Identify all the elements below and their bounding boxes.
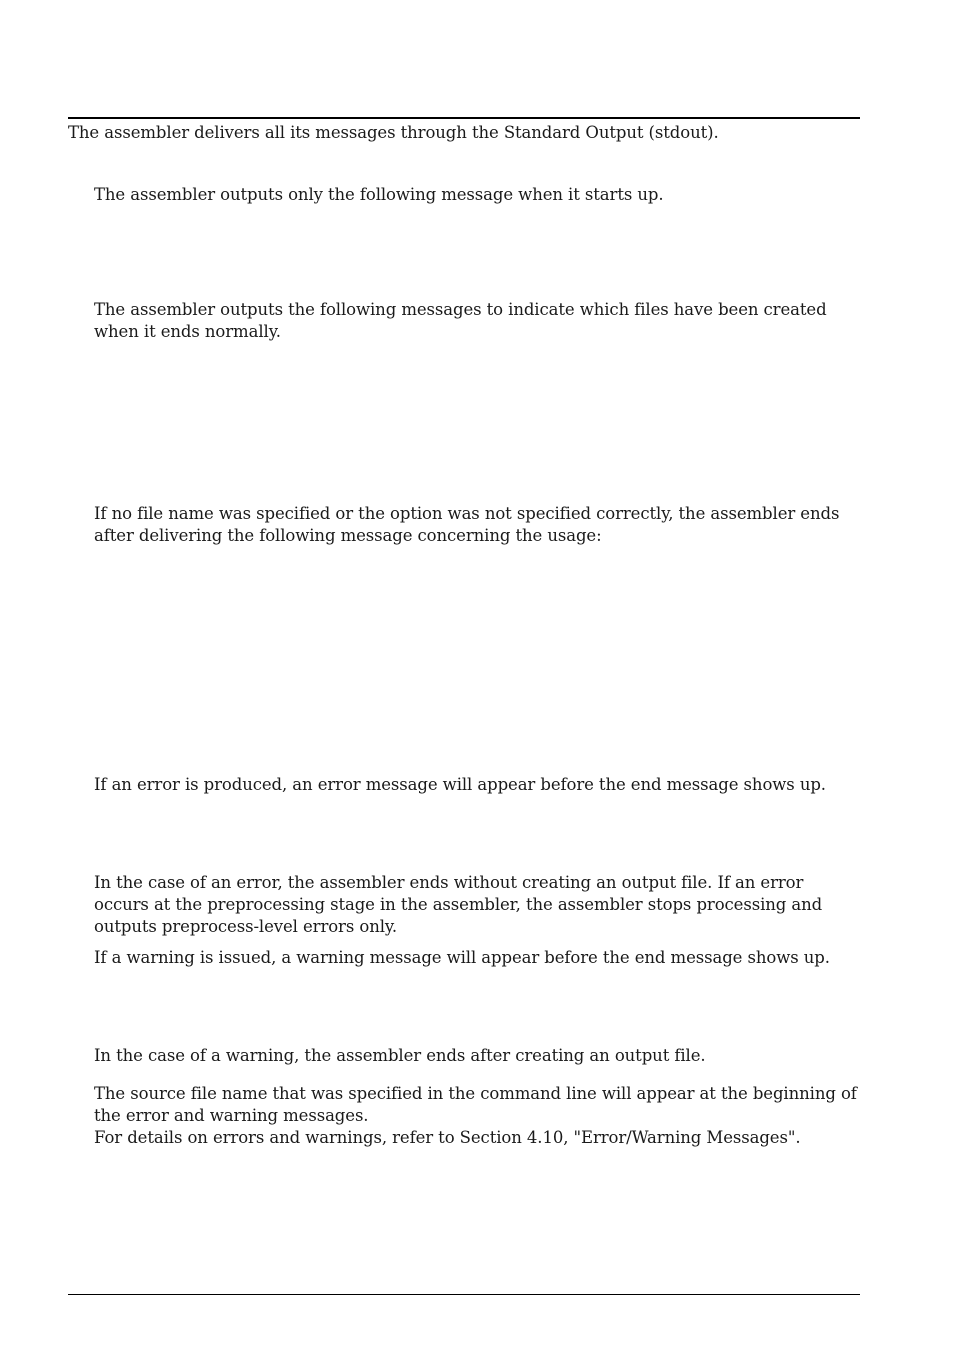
header-rule	[68, 117, 860, 119]
usage-message-paragraph: If no file name was specified or the option was not specified correctly, the assembler ends after delivering the following message concerning the usage:	[94, 504, 840, 545]
source-note-block	[94, 1083, 860, 1149]
end-message-paragraph: The assembler outputs the following messages to indicate which files have been created when it ends normally.	[94, 300, 827, 341]
intro-paragraph: The assembler delivers all its messages through the Standard Output (stdout).	[68, 123, 719, 142]
error-message-paragraph: If an error is produced, an error message will appear before the end message shows up.	[94, 775, 826, 794]
error-case-paragraph: In the case of an error, the assembler ends without creating an output file. If an error occurs at the preprocessing stage in the assembler, the assembler stops processing and outputs preprocess-level errors only.	[94, 873, 823, 936]
source-note-line-1: The source file name that was specified in the command line will appear at the beginning of the error and warning messages.	[94, 1084, 857, 1125]
warning-message-paragraph: If a warning is issued, a warning message will appear before the end message shows up.	[94, 948, 830, 967]
source-note-line-2: For details on errors and warnings, refer to Section 4.10, "Error/Warning Messages".	[94, 1128, 801, 1147]
footer-rule	[68, 1294, 860, 1295]
startup-message-paragraph: The assembler outputs only the following message when it starts up.	[94, 185, 664, 204]
warning-case-paragraph: In the case of a warning, the assembler ends after creating an output file.	[94, 1046, 706, 1065]
